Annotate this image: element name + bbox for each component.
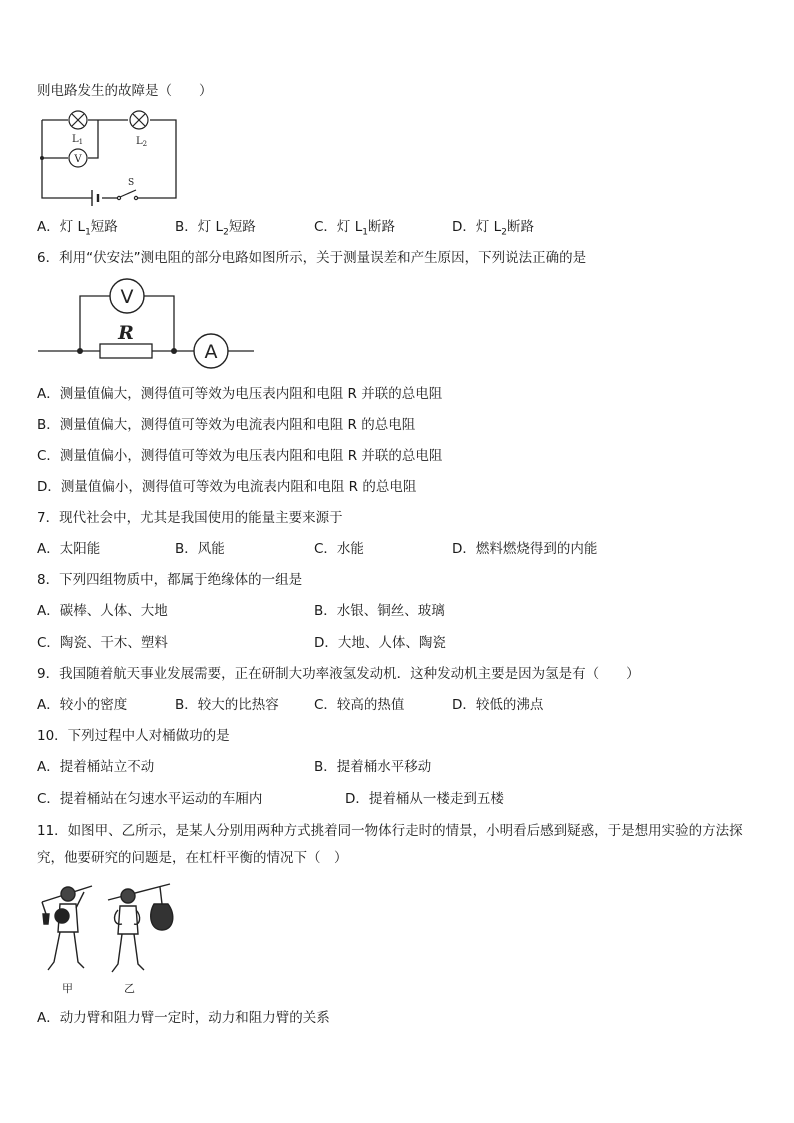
q9-option-a[interactable]: A．较小的密度 [37,697,128,713]
q10-option-d[interactable]: D．提着桶从一楼走到五楼 [345,791,504,807]
voltmeter-icon [69,149,87,167]
q6-option-b[interactable]: B．测量值偏大，测得值可等效为电流表内阻和电阻 R 的总电阻 [37,417,416,433]
q5-option-d[interactable]: D．灯 $L_2$断路 [452,219,534,238]
label-l2: $L_2$ [136,136,148,148]
junction-dot-left [77,348,83,354]
q7-option-b[interactable]: B．风能 [175,541,225,557]
q6-option-c[interactable]: C．测量值偏小，测得值可等效为电压表内阻和电阻 R 并联的总电阻 [37,448,443,464]
junction-dot [40,156,44,160]
q9-option-c[interactable]: C．较高的热值 [314,697,405,713]
q11-illustration [38,880,178,996]
junction-dot-right [171,348,177,354]
lamp-l2-icon [130,111,148,129]
battery-icon [92,190,98,206]
q10-option-b[interactable]: B．提着桶水平移动 [314,759,432,775]
resistor-icon [100,344,152,358]
q8-option-a[interactable]: A．碳棒、人体、大地 [37,603,168,619]
label-yi: 乙 [124,982,135,995]
q5-circuit-diagram [36,108,186,208]
q10-option-a[interactable]: A．提着桶站立不动 [37,759,155,775]
q6-circuit-diagram [38,278,258,368]
ammeter-icon [194,334,228,368]
q10-option-c[interactable]: C．提着桶站在匀速水平运动的车厢内 [37,791,263,807]
svg-text:V: V [74,154,82,165]
q8-option-b[interactable]: B．水银、铜丝、玻璃 [314,603,445,619]
q6-option-a[interactable]: A．测量值偏大，测得值可等效为电压表内阻和电阻 R 并联的总电阻 [37,386,443,402]
q11-stem: 11．如图甲、乙所示，是某人分别用两种方式挑着同一物体行走时的情景，小明看后感到疑惑，于是想用实验的方法探究，他要研究的问题是，在杠杆平衡的情况下（ ） [37,823,743,866]
resistor-label: R [118,322,134,344]
q10-stem: 10．下列过程中人对桶做功的是 [37,728,230,744]
q11-option-a[interactable]: A．动力臂和阻力臂一定时，动力和阻力臂的关系 [37,1010,330,1026]
label-l1: $L_1$ [72,134,84,146]
q8-option-c[interactable]: C．陶瓷、干木、塑料 [37,635,168,651]
q8-option-d[interactable]: D．大地、人体、陶瓷 [314,635,446,651]
q7-stem: 7．现代社会中，尤其是我国使用的能量主要来源于 [37,510,343,526]
q6-stem: 6．利用“伏安法”测电阻的部分电路如图所示，关于测量误差和产生原因，下列说法正确的是 [37,250,587,266]
q7-option-c[interactable]: C．水能 [314,541,364,557]
q5-option-c[interactable]: C．灯 $L_1$断路 [314,219,395,238]
q8-stem: 8．下列四组物质中，都属于绝缘体的一组是 [37,572,303,588]
q9-option-b[interactable]: B．较大的比热容 [175,697,279,713]
q5-stem: 则电路发生的故障是（ ） [37,83,213,99]
figure-yi-icon [108,884,173,972]
label-jia: 甲 [62,982,73,995]
q6-option-d[interactable]: D．测量值偏小，测得值可等效为电流表内阻和电阻 R 的总电阻 [37,479,417,495]
svg-text:V: V [120,286,134,308]
q5-option-a[interactable]: A．灯 $L_1$短路 [37,219,118,238]
q5-option-b[interactable]: B．灯 $L_2$短路 [175,219,256,238]
switch-icon [117,190,137,200]
figure-jia-icon [42,886,92,970]
lamp-l1-icon [69,111,87,129]
q9-stem: 9．我国随着航天事业发展需要，正在研制大功率液氢发动机．这种发动机主要是因为氢是有（ ） [37,666,640,682]
label-s: S [128,178,135,188]
q7-option-d[interactable]: D．燃料燃烧得到的内能 [452,541,598,557]
q7-option-a[interactable]: A．太阳能 [37,541,101,557]
q9-option-d[interactable]: D．较低的沸点 [452,697,544,713]
svg-text:A: A [204,341,218,363]
voltmeter-icon [110,279,144,313]
